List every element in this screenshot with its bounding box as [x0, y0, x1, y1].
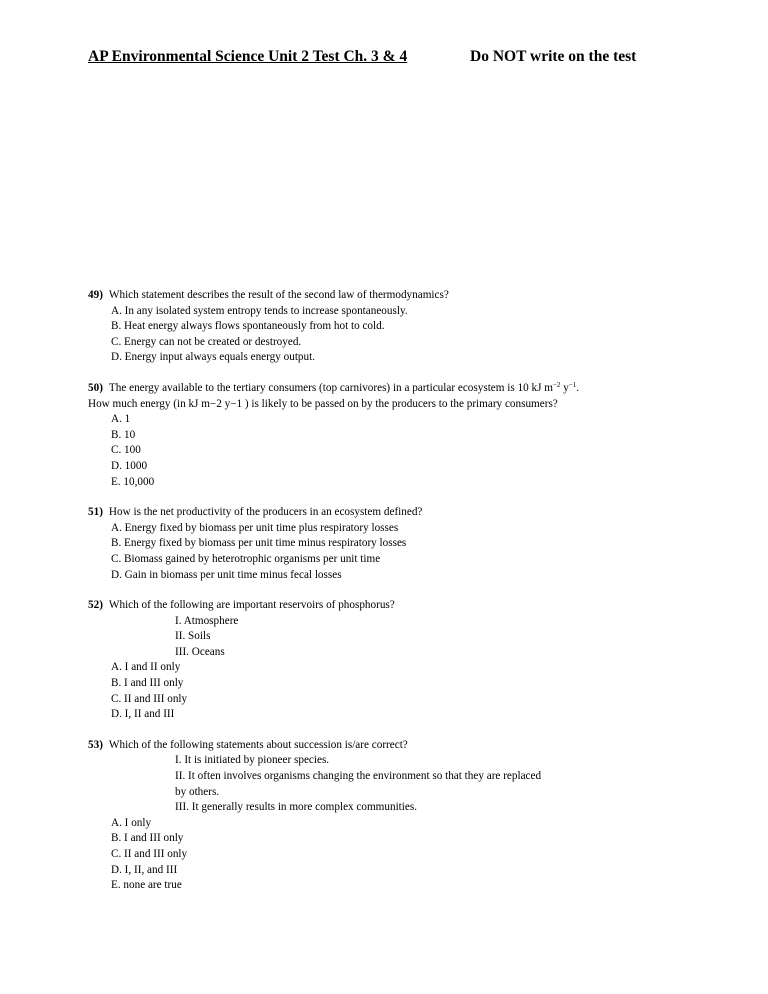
option-c: C. Biomass gained by heterotrophic organisms per unit time: [111, 552, 381, 565]
question-51: [88, 505, 688, 583]
superscript-exponent: −2: [552, 380, 561, 389]
option-d: D. I, II, and III: [111, 863, 178, 876]
test-title: AP Environmental Science Unit 2 Test Ch. 3 & 4: [88, 48, 408, 65]
option-b: B. Energy fixed by biomass per unit time minus respiratory losses: [111, 537, 407, 550]
instruction-note: Do NOT write on the test: [470, 48, 637, 65]
question-53: [88, 738, 688, 894]
option-d: D. 1000: [111, 459, 148, 472]
option-a: A. Energy fixed by biomass per unit time plus respiratory losses: [111, 521, 399, 534]
option-c: C. Energy can not be created or destroyed.: [111, 335, 302, 348]
question-continuation: How much energy (in kJ m−2 y−1 ) is likely to be passed on by the producers to the primary consumers?: [88, 397, 558, 410]
option-d: D. Energy input always equals energy output.: [111, 351, 316, 364]
question-list: [88, 288, 688, 909]
question-text: Which of the following statements about succession is/are correct?: [108, 738, 408, 751]
option-c: C. II and III only: [111, 848, 188, 860]
option-a: A. In any isolated system entropy tends to increase spontaneously.: [111, 304, 408, 317]
question-number: 53): [88, 738, 103, 751]
question-text-unit: y: [560, 381, 569, 394]
question-number: 51): [88, 506, 103, 519]
statement-ii: II. It often involves organisms changing the environment so that they are replaced: [175, 770, 542, 783]
question-number: 50): [88, 381, 103, 394]
option-b: B. I and III only: [111, 832, 184, 845]
statement-iii: III. Oceans: [175, 645, 225, 658]
option-d: D. Gain in biomass per unit time minus fecal losses: [111, 568, 342, 581]
option-a: A. I and II only: [111, 661, 181, 674]
option-b: B. Heat energy always flows spontaneously from hot to cold.: [111, 320, 385, 333]
question-number: 52): [88, 599, 103, 612]
statement-ii: II. Soils: [175, 630, 211, 643]
statement-ii-continued: by others.: [175, 785, 220, 798]
superscript-exponent: −1: [568, 380, 577, 389]
question-text: The energy available to the tertiary consumers (top carnivores) in a particular ecosystem is 10 kJ m: [108, 381, 553, 394]
question-50: [88, 381, 688, 490]
option-a: A. I only: [111, 816, 152, 829]
question-49: [88, 288, 688, 366]
question-number: 49): [88, 289, 103, 301]
option-c: C. II and III only: [111, 692, 188, 705]
option-b: B. I and III only: [111, 677, 184, 690]
statement-i: I. Atmosphere: [175, 614, 239, 627]
option-a: A. 1: [111, 413, 131, 426]
option-d: D. I, II and III: [111, 708, 175, 721]
question-52: [88, 598, 688, 723]
question-text-end: .: [576, 381, 580, 394]
question-text: How is the net productivity of the producers in an ecosystem defined?: [108, 506, 423, 519]
option-b: B. 10: [111, 428, 136, 441]
question-text: Which of the following are important reservoirs of phosphorus?: [108, 599, 395, 612]
option-c: C. 100: [111, 444, 141, 457]
option-e: E. 10,000: [111, 475, 155, 488]
question-text: Which statement describes the result of the second law of thermodynamics?: [108, 289, 449, 301]
statement-i: I. It is initiated by pioneer species.: [175, 754, 330, 767]
statement-iii: III. It generally results in more complex communities.: [175, 801, 418, 814]
option-e: E. none are true: [111, 879, 182, 892]
